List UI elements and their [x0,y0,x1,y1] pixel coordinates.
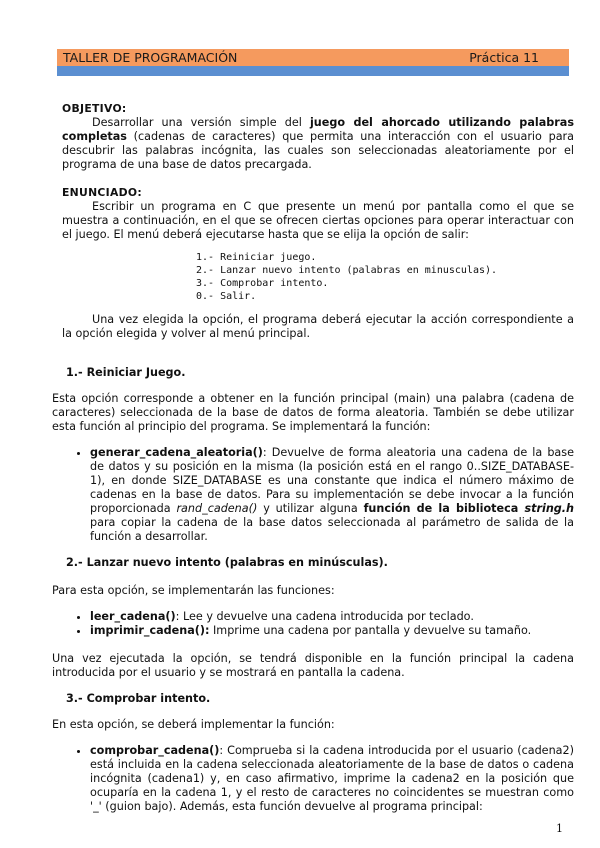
objetivo-text [62,116,574,172]
enunciado-heading: ENUNCIADO: [62,186,142,199]
s2-heading: 2.- Lanzar nuevo intento (palabras en minúsculas). [66,556,388,569]
objetivo-heading: OBJETIVO: [62,102,127,115]
page-header [57,49,569,66]
intro-block [62,102,574,341]
s3-text: En esta opción, se deberá implementar la función: [52,718,335,731]
s1-list [52,446,574,544]
s2-item [90,610,574,624]
menu-item: 2.- Lanzar nuevo intento (palabras en minusculas). [196,265,498,276]
enunciado-after: Una vez elegida la opción, el programa deberá ejecutar la acción correspondiente a la opción elegida y volver al menú principal. [62,313,574,340]
objetivo-pre: Desarrollar una versión simple del [92,116,310,129]
menu-list [62,251,574,303]
s2-text: Para esta opción, se implementarán las funciones: [52,584,335,597]
enunciado-text: Escribir un programa en C que presente un menú por pantalla como el que se muestra a continuación, en el que se ofrecen ciertas opciones para operar interactuar con el juego. El menú deberá ejecutarse hasta que se elija la opción de salir: [62,200,574,241]
page-number: 1 [556,822,563,835]
objetivo-bold: juego del ahorcado utilizando palabras completas [62,116,574,143]
s3-list [52,744,574,814]
s1-fn: generar_cadena_aleatoria() [90,446,263,459]
s2-fn-1: leer_cadena() [90,610,176,623]
s1-libname: string.h [524,502,575,515]
s1-item [90,446,574,544]
s3-heading: 3.- Comprobar intento. [66,692,211,705]
s1-d1: : Devuelve de forma aleatoria una cadena de la base de datos y su posición en la misma (la posición está en el rango 0..SIZE_DATABASE-1), en donde SIZE_DATABASE es una constante que indica el número máximo de cadenas en la base de datos. Para su implementación se debe invocar a la función proporcionada [90,446,574,515]
s1-text: Esta opción corresponde a obtener en la función principal (main) una palabra (cadena de caracteres) seleccionada de la base de datos de forma aleatoria. También se debe utilizar esta función al principio del programa. Se implementará la función: [52,392,574,433]
s1-rand: rand_cadena() [176,502,258,515]
s2-after: Una vez ejecutada la opción, se tendrá disponible en la función principal la cadena introducida por el usuario y se mostrará en pantalla la cadena. [52,652,574,679]
s1-d2: y utilizar alguna [257,502,364,515]
s1-heading: 1.- Reiniciar Juego. [66,366,186,379]
s3-desc: : Comprueba si la cadena introducida por el usuario (cadena2) está incluida en la cadena seleccionada aleatoriamente de la base de datos o cadena incógnita (cadena1) y, en caso afirmativo, imprime la cadena2 en la posición que ocuparía en la cadena 1, y el resto de caracteres no coincidentes se muestran como '_' (guion bajo). Además, esta función devuelve al programa principal: [90,744,574,813]
s2-fn-2: imprimir_cadena(): [90,624,210,637]
section-2 [52,556,574,680]
menu-item: 0.- Salir. [196,291,257,302]
s3-fn: comprobar_cadena() [90,744,220,757]
header-bar [57,66,569,76]
s1-d3: para copiar la cadena de la base datos seleccionada al parámetro de salida de la función a desarrollar. [90,516,574,543]
header-title: TALLER DE PROGRAMACIÓN [63,50,238,65]
header-practice: Práctica 11 [469,50,539,65]
section-3 [52,692,574,814]
s2-list [52,610,574,638]
menu-item: 1.- Reiniciar juego. [196,252,317,263]
s1-lib: función de la biblioteca [363,502,525,515]
s2-desc-2: Imprime una cadena por pantalla y devuelve su tamaño. [209,624,532,637]
s2-desc-1: : Lee y devuelve una cadena introducida por teclado. [175,610,474,623]
section-1 [52,366,574,544]
objetivo-post: (cadenas de caracteres) que permita una interacción con el usuario para descubrir las palabras incógnita, las cuales son seleccionadas aleatoriamente por el programa de una base de datos precargada. [62,130,574,171]
s2-item [90,624,574,638]
s3-item [90,744,574,814]
menu-item: 3.- Comprobar intento. [196,278,329,289]
